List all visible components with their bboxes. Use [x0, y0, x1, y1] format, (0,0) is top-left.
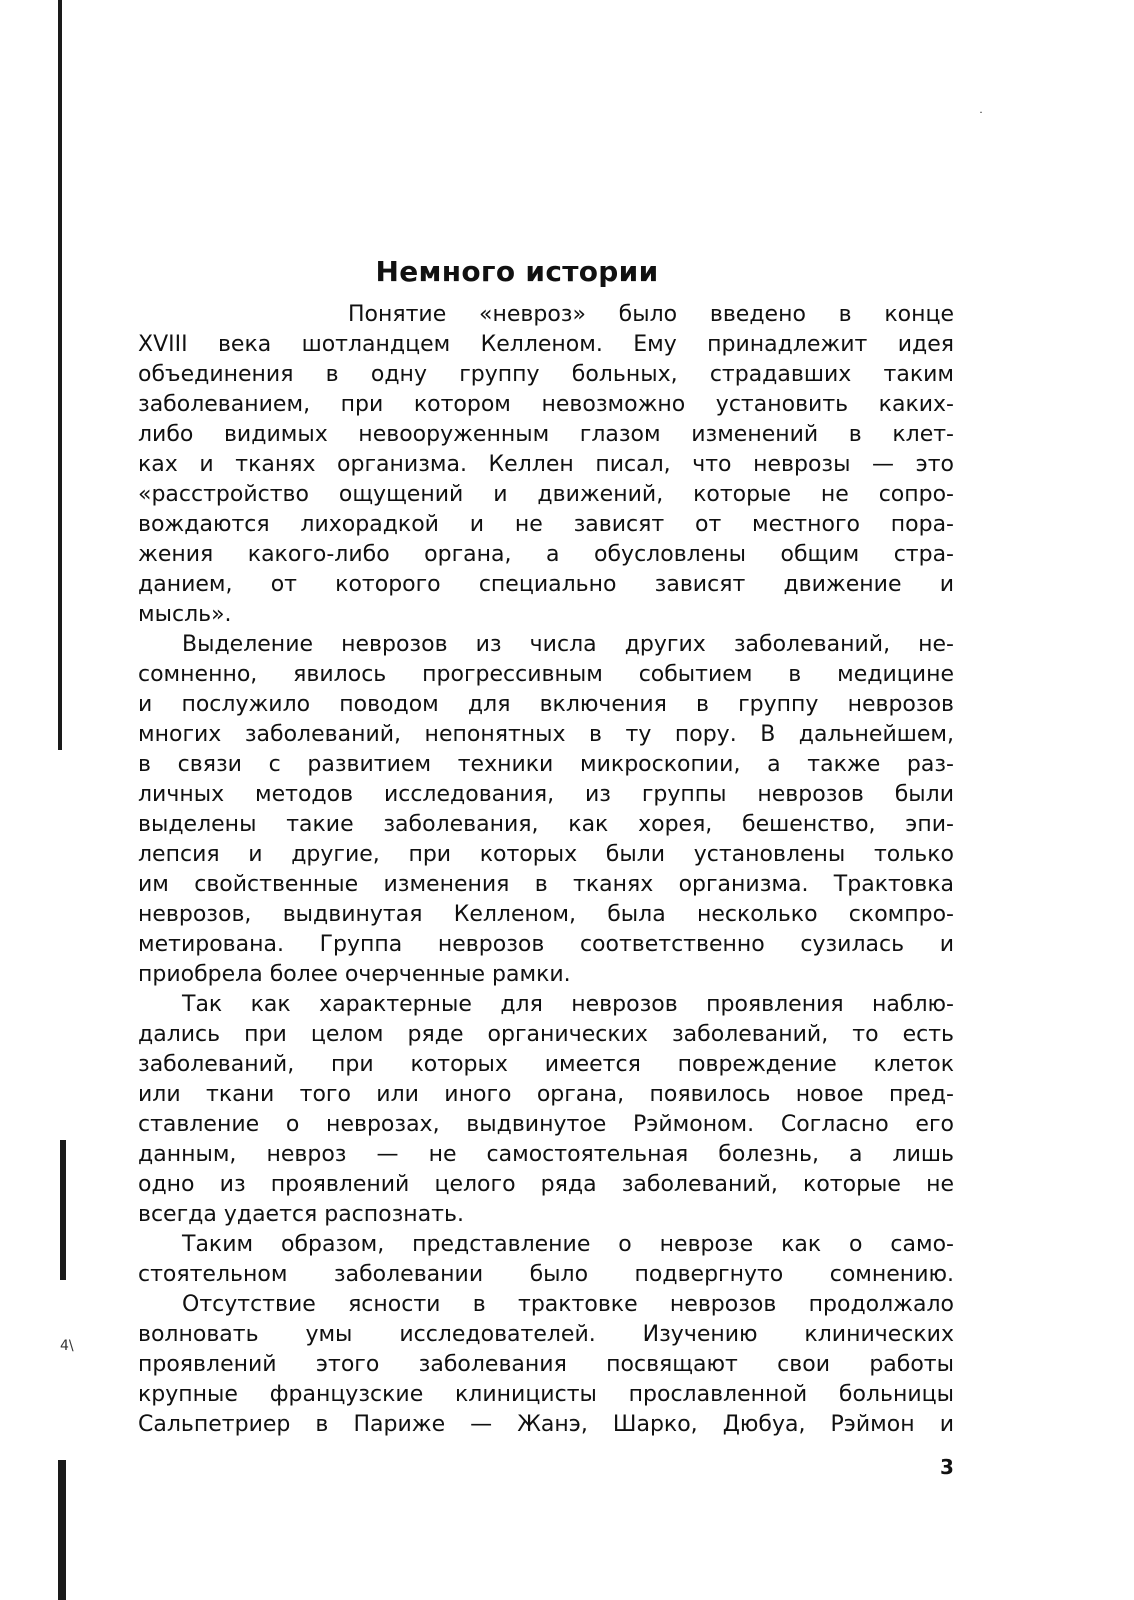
- text-line: Выделение неврозов из числа других заболеваний, не-: [182, 632, 954, 657]
- text-line: Сальпетриер в Париже — Жанэ, Шарко, Дюбуа, Рэймон и: [138, 1412, 954, 1437]
- text-line: многих заболеваний, непонятных в ту пору. В дальнейшем,: [138, 722, 954, 747]
- text-line: дались при целом ряде органических заболеваний, то есть: [138, 1022, 954, 1047]
- text-line: заболеваний, при которых имеется повреждение клеток: [138, 1052, 954, 1077]
- text-line: или ткани того или иного органа, появилось новое пред-: [138, 1082, 954, 1107]
- text-line: личных методов исследования, из группы неврозов были: [138, 782, 954, 807]
- text-line: ках и тканях организма. Келлен писал, что неврозы — это: [138, 452, 954, 477]
- text-line: неврозов, выдвинутая Келленом, была несколько скомпро-: [138, 902, 954, 927]
- text-line: объединения в одну группу больных, страдавших таким: [138, 362, 954, 387]
- text-line: Понятие «невроз» было введено в конце: [348, 302, 954, 327]
- margin-mark: 4\: [60, 1338, 74, 1354]
- page-number: 3: [940, 1455, 954, 1479]
- text-line: Так как характерные для неврозов проявления наблю-: [182, 992, 954, 1017]
- text-line: выделены такие заболевания, как хорея, бешенство, эпи-: [138, 812, 954, 837]
- text-line: лепсия и другие, при которых были установлены только: [138, 842, 954, 867]
- text-line: Отсутствие ясности в трактовке неврозов продолжало: [182, 1292, 954, 1317]
- text-line: крупные французские клиницисты прославленной больницы: [138, 1382, 954, 1407]
- text-line: волновать умы исследователей. Изучению клинических: [138, 1322, 954, 1347]
- text-line: сомненно, явилось прогрессивным событием в медицине: [138, 662, 954, 687]
- text-line: либо видимых невооруженным глазом изменений в клет-: [138, 422, 954, 447]
- text-line: стоятельном заболевании было подвергнуто сомнению.: [138, 1262, 954, 1287]
- text-line: XVIII века шотландцем Келленом. Ему принадлежит идея: [138, 332, 954, 357]
- body-text: [138, 300, 954, 1440]
- text-line: метирована. Группа неврозов соответственно сузилась и: [138, 932, 954, 957]
- text-line: им свойственные изменения в тканях организма. Трактовка: [138, 872, 954, 897]
- text-line: в связи с развитием техники микроскопии, а также раз-: [138, 752, 954, 777]
- scan-speck: ˙: [978, 110, 984, 124]
- scan-edge-left: [58, 0, 62, 750]
- text-line: «расстройство ощущений и движений, которые не сопро-: [138, 482, 954, 507]
- text-line: мысль».: [138, 602, 232, 627]
- scan-edge-left-bottom: [58, 1460, 66, 1600]
- page-title: Немного истории: [375, 254, 659, 288]
- text-line: проявлений этого заболевания посвящают свои работы: [138, 1352, 954, 1377]
- scan-edge-left-lower: [60, 1140, 66, 1280]
- text-line: заболеванием, при котором невозможно установить каких-: [138, 392, 954, 417]
- text-line: ставление о неврозах, выдвинутое Рэймоном. Согласно его: [138, 1112, 954, 1137]
- text-line: приобрела более очерченные рамки.: [138, 962, 571, 987]
- text-line: вождаются лихорадкой и не зависят от местного пора-: [138, 512, 954, 537]
- text-line: данным, невроз — не самостоятельная болезнь, а лишь: [138, 1142, 954, 1167]
- text-line: данием, от которого специально зависят движение и: [138, 572, 954, 597]
- text-line: Таким образом, представление о неврозе как о само-: [182, 1232, 954, 1257]
- text-line: всегда удается распознать.: [138, 1202, 464, 1227]
- text-line: одно из проявлений целого ряда заболеваний, которые не: [138, 1172, 954, 1197]
- text-line: жения какого-либо органа, а обусловлены общим стра-: [138, 542, 954, 567]
- text-line: и послужило поводом для включения в группу неврозов: [138, 692, 954, 717]
